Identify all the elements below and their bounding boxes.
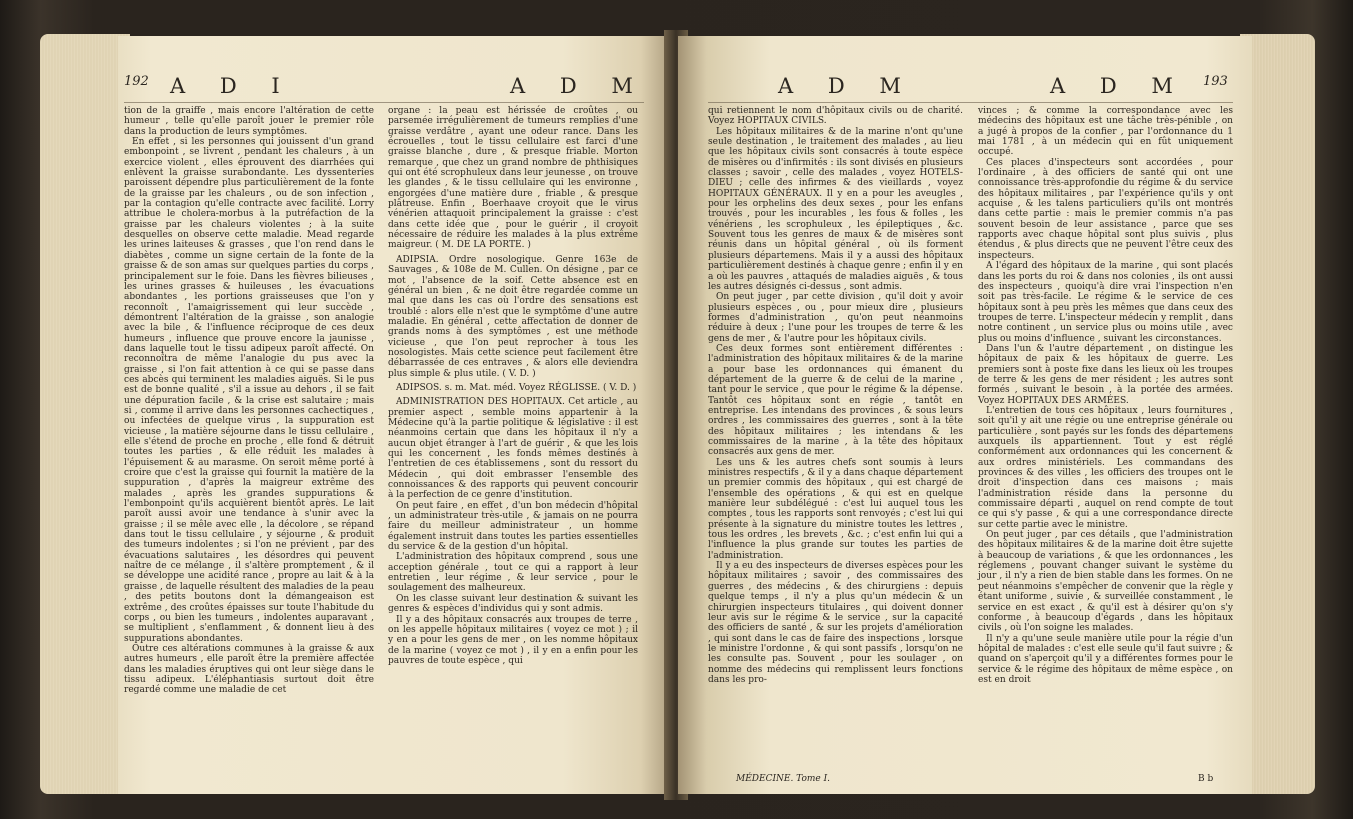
paragraph: Il y a des hôpitaux consacrés aux troupes de terre , on les appelle hôpitaux militaires ( voyez ce mot ) ; il y en a pour les gens de mer , on les nomme hôpitaux de la marine ( voyez ce mot ) , il y en a enfin pour les pauvres de toute espèce , qui [388,614,638,666]
right-running-head-right: A D M [1050,74,1187,98]
paragraph: tion de la graiffe , mais encore l'altération de cette humeur , telle qu'elle paroît jouer le premier rôle dans la production de leurs symptômes. [124,106,374,137]
right-head-rule [708,102,1233,103]
paragraph: L'entretien de tous ces hôpitaux , leurs fournitures , soit qu'il y ait une régie ou une entreprise générale ou particulière , sont payés sur les fonds des départemens auxquels ils appartiennent. Tout y est réglé conformément aux ordonnances qui les concernent & aux ordres ministériels. Les commandans des provinces & des villes , les officiers des troupes ont le droit d'inspection dans ces maisons ; mais l'administration réside dans la personne du commissaire départi , auquel on rend compte de tout ce qui s'y passe , & qui a une correspondance directe sur cette partie avec le ministre. [978,405,1233,530]
right-page-footer: MÉDECINE. Tome I. [736,774,831,784]
paragraph: Il y a eu des inspecteurs de diverses espèces pour les hôpitaux militaires ; savoir , des commissaires des guerres , des médecins , & des chirurgiens : depuis quelque temps , il n'y a plus qu'un médecin & un chirurgien inspecteurs titulaires , qui doivent donner leur avis sur le régime & le service , sur la capacité des officiers de santé , & sur les projets d'amélioration , qui sont dans le cas de faire des inspections , lorsque le ministre l'ordonne , & qui sont passifs , lorsqu'on ne les consulte pas. Souvent , pour les soulager , on nomme des médecins qui remplissent leurs fonctions dans les pro- [708,561,963,685]
left-running-head-right: A D M [510,74,647,98]
left-page [118,36,674,794]
paragraph: On peut faire , en effet , d'un bon médecin d'hôpital , un administrateur très-utile , & jamais on ne pourra faire du meilleur administrateur , un homme également instruit dans toutes les parties essentielles du service & de la gestion d'un hôpital. [388,500,638,553]
left-head-rule [124,102,644,103]
entry-adipsos: ADIPSOS. s. m. Mat. méd. Voyez RÉGLISSE. ( V. D. ) [396,382,637,393]
right-column-1 [708,106,963,685]
right-page-number: 193 [1203,74,1228,89]
left-column-2 [388,106,638,666]
paragraph: qui retiennent le nom d'hôpitaux civils ou de charité. Voyez HOPITAUX CIVILS. [708,106,963,127]
left-column-1 [124,106,374,696]
left-page-edges [40,34,130,794]
paragraph: Les uns & les autres chefs sont soumis à leurs ministres respectifs , & il y a dans chaque département un premier commis des hôpitaux , qui est chargé de l'ensemble des opérations , & qui est en quelque manière leur subdélégué : c'est lui auquel tous les comptes , tous les rapports sont renvoyés ; c'est lui qui présente à la signature du ministre toutes les lettres , tous les ordres , les brevets , &c. ; c'est enfin lui qui a l'influence la plus grande sur toutes les parties de l'administration. [708,457,963,561]
paragraph: Dans l'un & l'autre département , on distingue les hôpitaux de paix & les hôpitaux de guerre. Les premiers sont à poste fixe dans les lieux où les troupes de terre & les gens de mer résident ; les autres sont formés , suivant le besoin , à la portée des armées. Voyez HOPITAUX DES ARMÉES. [978,343,1233,406]
paragraph: Les hôpitaux militaires & de la marine n'ont qu'une seule destination , le traitement des malades , au lieu que les hôpitaux civils sont consacrés à toute espèce de misères ou d'infirmités : ils sont divisés en plusieurs classes ; savoir , celle des malades , voyez HOTELS-DIEU ; celle des infirmes & des vieillards , voyez HOPITAUX GÉNÉRAUX. Il y en a pour les aveugles , pour les orphelins des deux sexes , pour les enfans trouvés , pour les incurables , les fous & folles , les vénériens , les scrophuleux , les épileptiques , &c. Souvent tous les genres de maux & de misères sont réunis dans un hôpital général , où ils forment plusieurs départemens. Mais il y a aussi des hôpitaux particulièrement destinés à chaque genre ; enfin il y en a où les pauvres , attaqués de maladies aiguës , & tous les autres désignés ci-dessus , sont admis. [708,126,963,292]
paragraph: Outre ces altérations communes à la graisse & aux autres humeurs , elle paroît être la première affectée dans les maladies éruptives qui ont leur siège dans le tissu adipeux. L'éléphantiasis surtout doit être regardé comme une maladie de cet [124,643,374,696]
paragraph: L'administration des hôpitaux comprend , sous une acception générale , tout ce qui a rapport à leur entretien , leur régime , & leur service , pour le soulagement des malheureux. [388,552,638,594]
paragraph: En effet , si les personnes qui jouissent d'un grand embonpoint , se livrent , pendant les chaleurs , à un exercice violent , elles éprouvent des diarrhées qui enlèvent la graisse surabondante. Les dyssenteries paroissent dépendre plus particulièrement de la fonte de la graisse par les chaleurs , ou de son infection , par la contagion qu'elle contracte avec facilité. Lorry attribue le cholera-morbus à la putréfaction de la graisse par les chaleurs violentes ; à la suite desquelles on observe cette maladie. Mead regarde les urines laiteuses & grasses , que l'on rend dans le diabètes , comme un signe certain de la fonte de la graisse & de son amas sur quelques parties du corps , principalement sur le foie. Dans les fièvres bilieuses , les urines grasses & huileuses , les évacuations abondantes , les portions graisseuses que l'on y reconnoît , l'amaigrissement qui leur succède , démontrent l'altération de la graisse , son analogie avec la bile , & l'influence réciproque de ces deux humeurs , influence que prouve encore la jaunisse , dans laquelle tout le tissu adipeux paroît affecté. On reconnoîtra de même l'analogie du pus avec la graisse , si l'on fait attention à ce qui se passe dans ces abcès qui terminent les maladies aiguës. Si le pus est de bonne qualité , s'il a issue au dehors , il se fait une dépuration facile , & la crise est salutaire ; mais si , comme il arrive dans les personnes cachectiques , ou infectées de quelque virus , la suppuration est vicieuse , la matière séjourne dans le tissu cellulaire , elle s'étend de proche en proche , elle fond & détruit toutes les parties , & elle réduit les malades à l'épuisement & au marasme. On seroit même porté à croire que c'est la graisse qui fournit la matière de la suppuration , d'après la maigreur extrême des malades , après les grandes suppurations & l'embonpoint qu'ils acquièrent bientôt après. Le lait paroît aussi avoir une tendance à s'unir avec la graisse ; il se mêle avec elle , la décolore , se répand dans tout le tissu cellulaire , y séjourne , & produit des tumeurs indolentes ; si l'on ne prévient , par des évacuations salutaires , les désordres qui peuvent naître de ce mélange , il s'altère promptement , & il se développe une acidité rance , propre au lait & à la graisse , de laquelle résultent des maladies de la peau , des petits boutons dont la démangeaison est extrême , des croûtes épaisses sur toute l'habitude du corps , ou bien les tumeurs , indolentes auparavant , se multiplient , s'enflamment , & donnent lieu à des suppurations abondantes. [124,137,374,644]
paragraph: vinces ; & comme la correspondance avec les médecins des hôpitaux est une tâche très-pénible , on a jugé à propos de la confier , par l'ordonnance du 1 mai 1781 , à un médecin qui en fût uniquement occupé. [978,106,1233,158]
right-column-2 [978,106,1233,685]
entry-adipsia: ADIPSIA. Ordre nosologique. Genre 163e de Sauvages , & 108e de M. Cullen. On désigne , par ce mot , l'absence de la soif. Cette absence est en général un bien , & ne doit être regardée comme un mal que dans les cas où l'ordre des sensations est troublé : alors elle n'est que le symptôme d'une autre maladie. En général , cette affectation de donner de grands noms à des symptômes , est une méthode vicieuse , que l'on peut reprocher à tous les nosologistes. Mais cette science peut facilement être débarrassée de ces entraves , & alors elle deviendra plus simple & plus utile. ( V. D. ) [388,254,638,379]
paragraph: On les classe suivant leur destination & suivant les genres & espèces d'individus qui y sont admis. [388,593,638,615]
paragraph: Ces deux formes sont entièrement différentes : l'administration des hôpitaux militaires & de la marine a pour base les ordonnances qui émanent du département de la guerre & de celui de la marine , tant pour le service , que pour le régime & la dépense. Tantôt ces hôpitaux sont en régie , tantôt en entreprise. Les intendans des provinces , & sous leurs ordres , les commissaires des guerres , sont à la tête des hôpitaux militaires ; les intendans & les commissaires de la marine , à la tête des hôpitaux consacrés aux gens de mer. [708,343,963,458]
right-page [678,36,1252,794]
left-page-number: 192 [124,74,149,89]
right-running-head-left: A D M [778,74,915,98]
paragraph: organe : la peau est hérissée de croûtes , ou parsemée irrégulièrement de tumeurs remplies d'une graisse verdâtre , ayant une odeur rance. Dans les écrouelles , tout le tissu cellulaire est farci d'une graisse blanche , dure , & presque friable. Morton remarque , que chez un grand nombre de phthisiques qui ont été scrophuleux dans leur jeunesse , on trouve les glandes , & le tissu cellulaire qui les environne , engorgées d'une matière dure , friable , & presque plâtreuse. Enfin , Boerhaave croyoit que le virus vénérien attaquoit principalement la graisse : c'est dans cette idée que , pour le guérir , il croyoit nécessaire de réduire les malades à la plus extrême maigreur. ( M. DE LA PORTE. ) [388,106,638,251]
left-running-head-left: A D I [170,74,294,98]
paragraph: On peut juger , par ces détails , que l'administration des hôpitaux militaires & de la marine doit être sujette à beaucoup de variations , & que les ordonnances , les réglemens , pouvant changer suivant le système du jour , il n'y a rien de bien stable dans les formes. On ne peut néanmoins s'empêcher de convenir que la règle y étant uniforme , suivie , & surveillée constamment , le service en est exact , & qu'il est à désirer qu'on s'y conforme , à beaucoup d'égards , dans les hôpitaux civils , où l'on soigne les malades. [978,530,1233,634]
entry-administration-des-hopitaux: ADMINISTRATION DES HOPITAUX. Cet article , au premier aspect , semble moins appartenir à la Médecine qu'à la partie politique & législative : il est néanmoins certain que dans les hôpitaux il n'y a aucun objet étranger à l'art de guérir , & que les lois qui les concernent , les fonds mêmes destinés à l'entretien de ces établissemens , sont du ressort du Médecin , qui doit embrasser l'ensemble des connoissances & des rapports qui peuvent concourir à la perfection de ce genre d'institution. [388,397,638,501]
paragraph: Ces places d'inspecteurs sont accordées , pour l'ordinaire , à des officiers de santé qui ont une connoissance très-approfondie du régime & du service des hôpitaux militaires , par l'expérience qu'ils y ont acquise , & les talens particuliers qu'ils ont montrés dans cette partie : mais le premier commis n'a pas souvent besoin de leur assistance , parce que ses rapports avec chaque hôpital sont plus suivis , plus étendus , & plus directs que ne peuvent l'être ceux des inspecteurs. [978,157,1233,261]
signature-mark: B b [1198,774,1214,784]
paragraph: Il n'y a qu'une seule manière utile pour la régie d'un hôpital de malades : c'est elle seule qu'il faut suivre ; & quand on s'aperçoit qu'il y a différentes formes pour le service & le régime des hôpitaux de même espèce , on est en droit [978,633,1233,685]
paragraph: On peut juger , par cette division , qu'il doit y avoir plusieurs espèces , ou , pour mieux dire , plusieurs formes d'administration , qu'on peut néanmoins réduire à deux ; l'une pour les troupes de terre & les gens de mer , & l'autre pour les hôpitaux civils. [708,292,963,344]
paragraph: A l'égard des hôpitaux de la marine , qui sont placés dans les ports du roi & dans nos colonies , ils ont aussi des inspecteurs , quoiqu'à dire vrai l'inspection n'en soit pas très-facile. Le régime & le service de ces hôpitaux sont à peu près les mêmes que dans ceux des troupes de terre. L'inspecteur médecin y remplit , dans notre continent , un service plus ou moins utile , avec plus ou moins d'influence , suivant les circonstances. [978,261,1233,344]
